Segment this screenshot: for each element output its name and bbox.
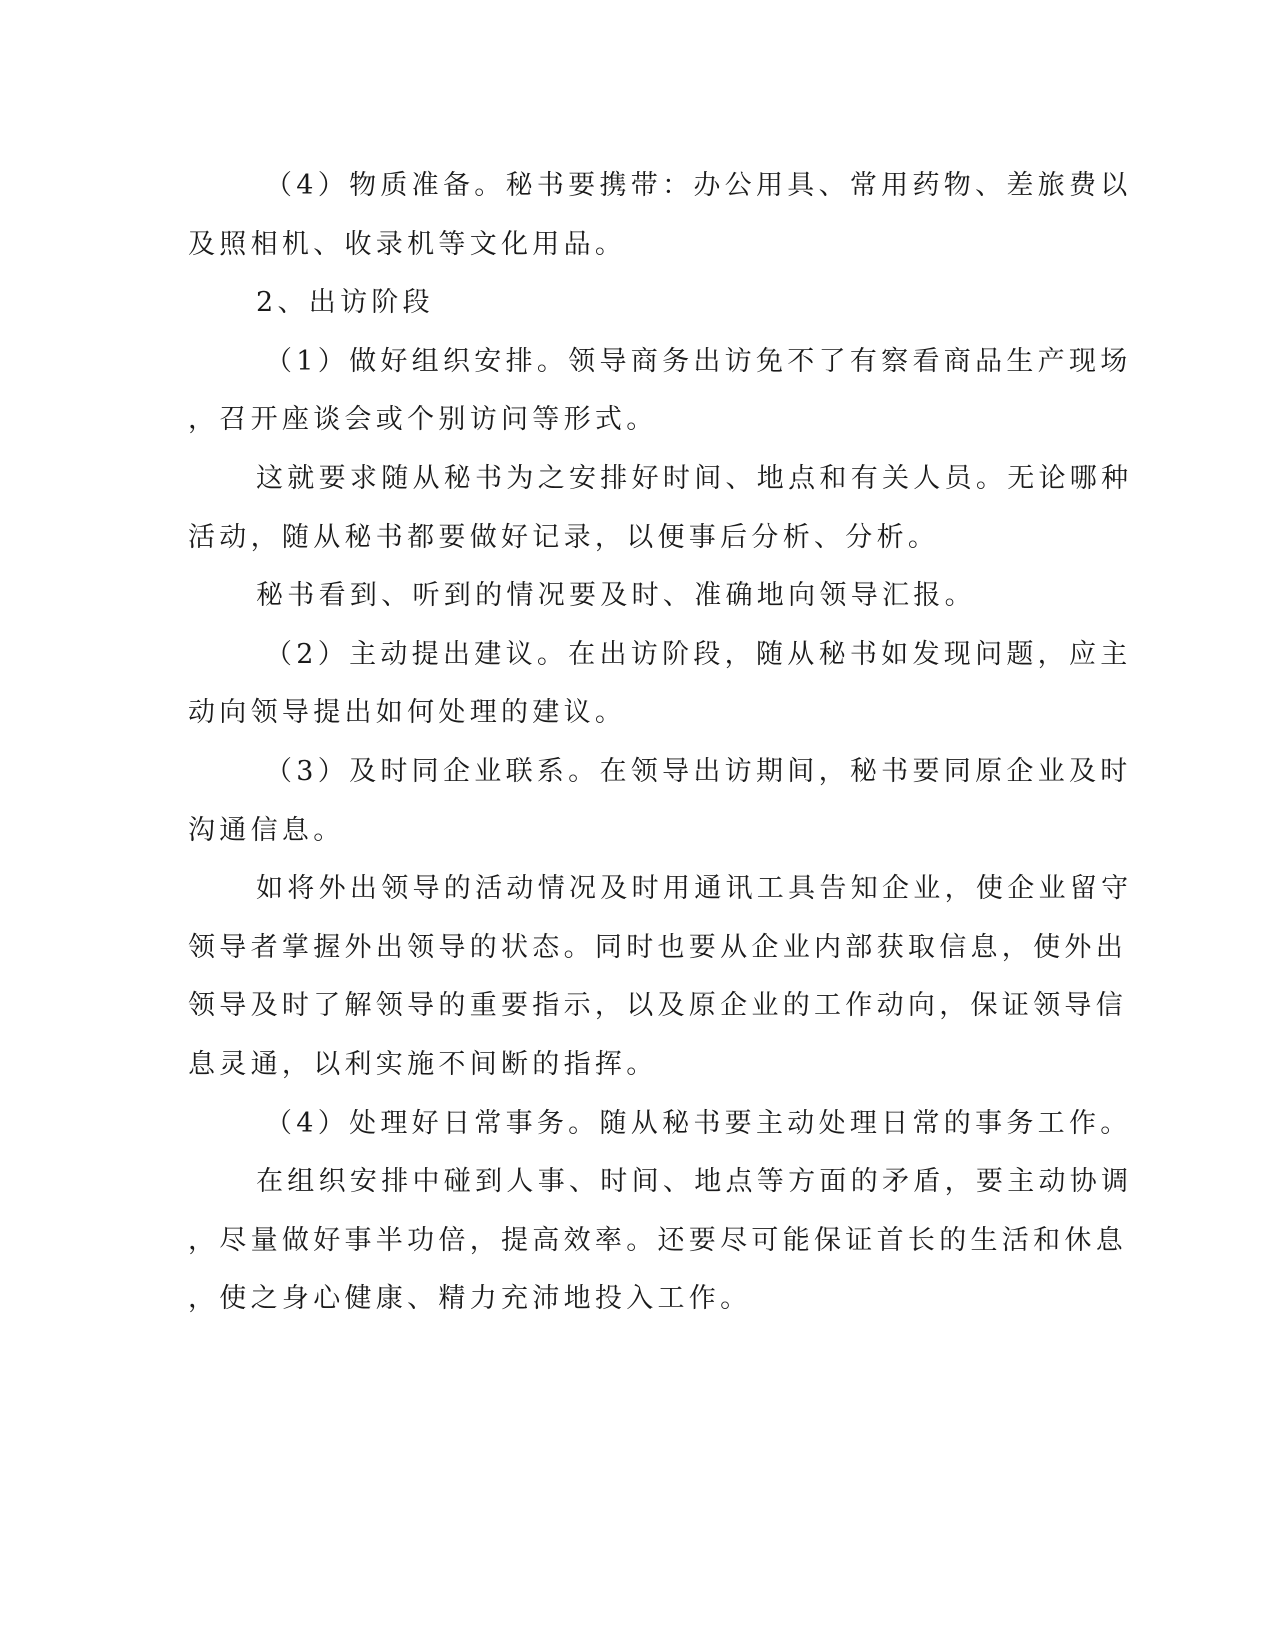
section-heading: 2、出访阶段 [256,287,434,319]
text-line: 领导者掌握外出领导的状态。同时也要从企业内部获取信息，使外出 [188,931,1127,963]
text-line: （3）及时同企业联系。在领导出访期间，秘书要同原企业及时 [265,755,1132,787]
text-line: 领导及时了解领导的重要指示，以及原企业的工作动向，保证领导信 [188,990,1127,1022]
text-line: （2）主动提出建议。在出访阶段，随从秘书如发现问题，应主 [265,638,1132,670]
document-body [188,157,1133,1329]
text-line: 动向领导提出如何处理的建议。 [188,697,627,729]
text-line: 在组织安排中碰到人事、时间、地点等方面的矛盾，要主动协调 [256,1166,1133,1198]
text-line: （4）物质准备。秘书要携带：办公用具、常用药物、差旅费以 [265,170,1132,201]
text-line: 及照相机、收录机等文化用品。 [188,228,627,260]
text-line: 秘书看到、听到的情况要及时、准确地向领导汇报。 [256,580,976,612]
text-line: ，尽量做好事半功倍，提高效率。还要尽可能保证首长的生活和休息 [188,1224,1127,1256]
text-line: 息灵通，以利实施不间断的指挥。 [188,1048,658,1080]
text-line: （4）处理好日常事务。随从秘书要主动处理日常的事务工作。 [265,1107,1132,1139]
text-line: 活动，随从秘书都要做好记录，以便事后分析、分析。 [188,521,940,553]
text-line: 这就要求随从秘书为之安排好时间、地点和有关人员。无论哪种 [256,462,1133,494]
text-line: 如将外出领导的活动情况及时用通讯工具告知企业，使企业留守 [256,873,1133,905]
text-line: ，使之身心健康、精力充沛地投入工作。 [188,1283,752,1315]
text-line: （1）做好组织安排。领导商务出访免不了有察看商品生产现场 [265,345,1132,377]
text-line: ，召开座谈会或个别访问等形式。 [188,404,658,436]
text-line: 沟通信息。 [188,814,345,846]
